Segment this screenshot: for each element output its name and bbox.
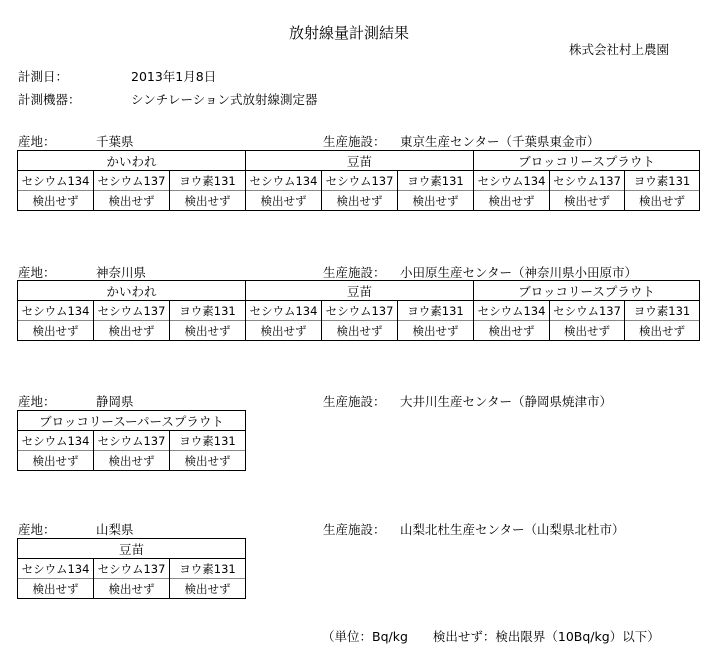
facility-value: 山梨北杜生産センター（山梨県北杜市） (400, 522, 625, 537)
column-header: ヨウ素131 (398, 171, 474, 191)
column-header: ヨウ素131 (170, 431, 246, 451)
column-header: ヨウ素131 (170, 301, 246, 321)
facility-value: 東京生産センター（千葉県東金市） (400, 134, 600, 149)
result-cell: 検出せず (18, 579, 94, 599)
unit-note: （単位：Bq/kg 検出せず：検出限界（10Bq/kg）以下） (322, 629, 660, 644)
group-header: ブロッコリースプラウト (474, 151, 700, 171)
facility-label: 生産施設： (323, 265, 386, 280)
column-header: セシウム137 (94, 171, 170, 191)
origin-value: 神奈川県 (96, 265, 147, 280)
result-cell: 検出せず (94, 321, 170, 341)
facility-label: 生産施設： (323, 394, 386, 409)
column-header: セシウム137 (550, 171, 625, 191)
facility-label: 生産施設： (323, 522, 386, 537)
group-header: かいわれ (18, 151, 246, 171)
device-label: 計測機器： (18, 92, 81, 107)
result-cell: 検出せず (94, 579, 170, 599)
result-cell: 検出せず (170, 451, 246, 471)
group-header: ブロッコリースーパースプラウト (18, 411, 246, 431)
column-header: セシウム134 (474, 171, 550, 191)
facility-value: 小田原生産センター（神奈川県小田原市） (400, 265, 638, 280)
result-cell: 検出せず (94, 451, 170, 471)
result-cell: 検出せず (474, 191, 550, 211)
result-cell: 検出せず (398, 191, 474, 211)
result-cell: 検出せず (322, 321, 398, 341)
result-cell: 検出せず (625, 321, 700, 341)
column-header: ヨウ素131 (170, 171, 246, 191)
device-value: シンチレーション式放射線測定器 (131, 92, 318, 107)
result-cell: 検出せず (170, 321, 246, 341)
results-table (17, 410, 246, 471)
column-header: ヨウ素131 (170, 559, 246, 579)
results-table (17, 280, 700, 341)
column-header: ヨウ素131 (625, 301, 700, 321)
column-header: セシウム134 (246, 171, 322, 191)
result-cell: 検出せず (170, 191, 246, 211)
result-cell: 検出せず (550, 321, 625, 341)
date-label: 計測日： (18, 69, 69, 84)
group-header: かいわれ (18, 281, 246, 301)
origin-label: 産地： (18, 394, 56, 409)
column-header: セシウム134 (18, 431, 94, 451)
result-cell: 検出せず (94, 191, 170, 211)
origin-label: 産地： (18, 134, 56, 149)
column-header: セシウム134 (18, 301, 94, 321)
company-name: 株式会社村上農園 (569, 42, 670, 57)
facility-value: 大井川生産センター（静岡県焼津市） (400, 394, 613, 409)
result-cell: 検出せず (170, 579, 246, 599)
result-cell: 検出せず (18, 321, 94, 341)
column-header: セシウム137 (322, 301, 398, 321)
group-header: 豆苗 (246, 151, 474, 171)
page-title: 放射線量計測結果 (289, 24, 410, 42)
column-header: セシウム137 (550, 301, 625, 321)
column-header: セシウム137 (94, 301, 170, 321)
column-header: セシウム134 (18, 171, 94, 191)
group-header: 豆苗 (246, 281, 474, 301)
column-header: セシウム137 (94, 431, 170, 451)
origin-value: 山梨県 (96, 522, 134, 537)
origin-value: 千葉県 (96, 134, 134, 149)
column-header: ヨウ素131 (625, 171, 700, 191)
column-header: ヨウ素131 (398, 301, 474, 321)
result-cell: 検出せず (550, 191, 625, 211)
column-header: セシウム134 (474, 301, 550, 321)
group-header: ブロッコリースプラウト (474, 281, 700, 301)
date-value: 2013年1月8日 (131, 69, 217, 84)
origin-label: 産地： (18, 265, 56, 280)
column-header: セシウム134 (18, 559, 94, 579)
result-cell: 検出せず (625, 191, 700, 211)
origin-label: 産地： (18, 522, 56, 537)
result-cell: 検出せず (246, 191, 322, 211)
results-table (17, 150, 700, 211)
facility-label: 生産施設： (323, 134, 386, 149)
result-cell: 検出せず (18, 191, 94, 211)
column-header: セシウム137 (94, 559, 170, 579)
results-table (17, 538, 246, 599)
result-cell: 検出せず (246, 321, 322, 341)
result-cell: 検出せず (322, 191, 398, 211)
result-cell: 検出せず (18, 451, 94, 471)
result-cell: 検出せず (474, 321, 550, 341)
group-header: 豆苗 (18, 539, 246, 559)
origin-value: 静岡県 (96, 394, 134, 409)
column-header: セシウム137 (322, 171, 398, 191)
column-header: セシウム134 (246, 301, 322, 321)
result-cell: 検出せず (398, 321, 474, 341)
